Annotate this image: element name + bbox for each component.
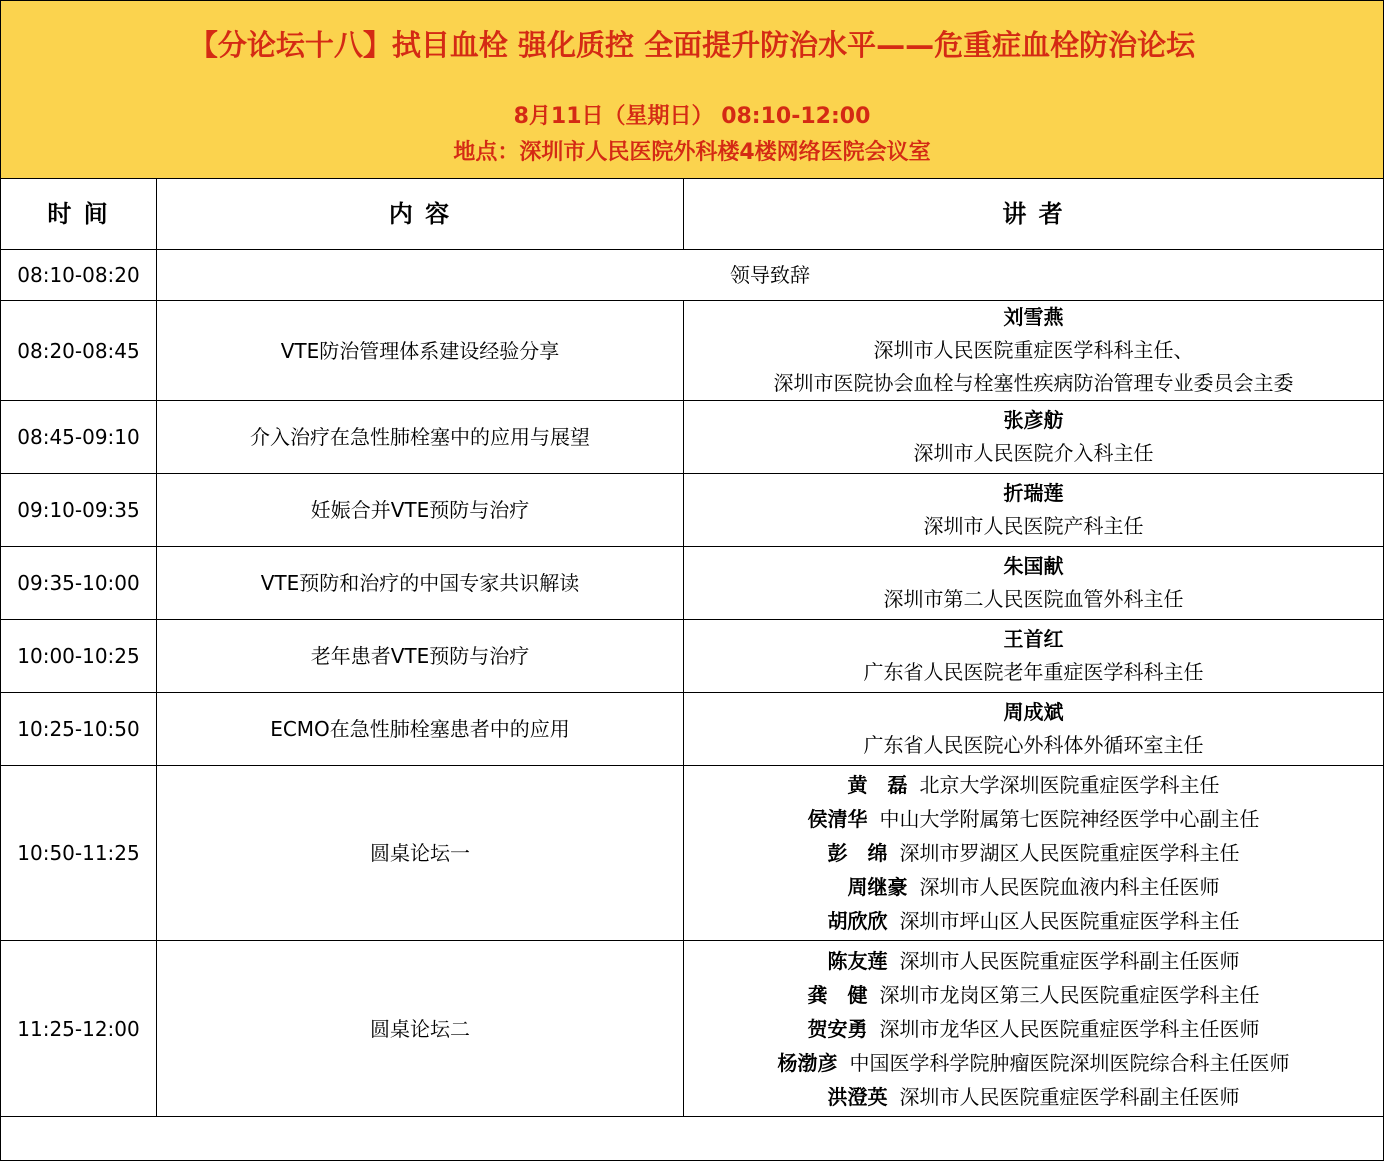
content-cell: 妊娠合并VTE预防与治疗 — [157, 474, 684, 547]
speaker-cell — [684, 547, 1384, 620]
time-cell: 10:25-10:50 — [1, 693, 157, 766]
time-cell: 10:00-10:25 — [1, 620, 157, 693]
speaker-cell — [684, 301, 1384, 401]
forum-title: 【分论坛十八】拭目血栓 强化质控 全面提升防治水平——危重症血栓防治论坛 — [188, 28, 1196, 62]
time-cell: 08:10-08:20 — [1, 250, 157, 301]
speaker-name: 周成斌 — [1003, 700, 1064, 724]
panel-member-name: 黄 磊 — [847, 773, 908, 797]
time-cell: 11:25-12:00 — [1, 941, 157, 1117]
panel-member-title: 深圳市龙华区人民医院重症医学科主任医师 — [879, 1016, 1260, 1041]
speaker-name: 王首红 — [1003, 627, 1064, 651]
content-cell: 圆桌论坛一 — [157, 766, 684, 941]
table-row — [1, 474, 1384, 547]
speaker-name: 折瑞莲 — [1003, 481, 1064, 505]
schedule-table — [0, 178, 1384, 1117]
header-row — [1, 179, 1384, 250]
table-row — [1, 401, 1384, 474]
forum-date: 8月11日（星期日） 08:10-12:00 — [513, 104, 871, 129]
panel-member — [684, 870, 1383, 904]
panel-member-name: 杨渤彦 — [777, 1050, 838, 1075]
speaker-cell — [684, 620, 1384, 693]
time-cell: 08:20-08:45 — [1, 301, 157, 401]
panel-member — [684, 1046, 1383, 1080]
speaker-title: 深圳市人民医院重症医学科科主任、 — [873, 338, 1194, 362]
col-header-content: 内 容 — [157, 179, 684, 250]
table-row — [1, 547, 1384, 620]
table-row — [1, 250, 1384, 301]
panel-member — [684, 768, 1383, 802]
content-cell: 圆桌论坛二 — [157, 941, 684, 1117]
table-row — [1, 941, 1384, 1117]
speaker-cell — [684, 401, 1384, 474]
panel-member-title: 深圳市人民医院血液内科主任医师 — [919, 875, 1220, 899]
panel-member-name: 胡欣欣 — [827, 909, 888, 933]
col-header-speaker: 讲 者 — [684, 179, 1384, 250]
speaker-title: 深圳市人民医院产科主任 — [923, 514, 1144, 538]
panel-member — [684, 944, 1383, 978]
speaker-name: 朱国献 — [1003, 554, 1064, 578]
speaker-title: 广东省人民医院心外科体外循环室主任 — [863, 733, 1204, 757]
panel-member — [684, 1012, 1383, 1046]
speaker-cell — [684, 693, 1384, 766]
panel-member-title: 深圳市龙岗区第三人民医院重症医学科主任 — [879, 982, 1260, 1007]
panel-member-title: 北京大学深圳医院重症医学科主任 — [919, 773, 1220, 797]
panel-member-title: 深圳市坪山区人民医院重症医学科主任 — [899, 909, 1240, 933]
content-cell: 领导致辞 — [157, 250, 1384, 301]
panel-speakers-cell — [684, 941, 1384, 1117]
speaker-name: 刘雪燕 — [1003, 305, 1064, 329]
forum-venue: 地点：深圳市人民医院外科楼4楼网络医院会议室 — [453, 140, 931, 165]
forum-header — [0, 0, 1384, 179]
panel-member-name: 陈友莲 — [827, 948, 888, 973]
content-cell: 介入治疗在急性肺栓塞中的应用与展望 — [157, 401, 684, 474]
panel-member-title: 中国医学科学院肿瘤医院深圳医院综合科主任医师 — [849, 1050, 1290, 1075]
panel-member-title: 深圳市罗湖区人民医院重症医学科主任 — [899, 841, 1240, 865]
panel-member-title: 中山大学附属第七医院神经医学中心副主任 — [879, 807, 1260, 831]
time-cell: 09:35-10:00 — [1, 547, 157, 620]
panel-member-name: 龚 健 — [807, 982, 868, 1007]
panel-member-name: 洪澄英 — [827, 1084, 888, 1109]
panel-member — [684, 802, 1383, 836]
speaker-name: 张彦舫 — [1003, 408, 1064, 432]
content-cell: VTE防治管理体系建设经验分享 — [157, 301, 684, 401]
panel-member-name: 贺安勇 — [807, 1016, 868, 1041]
panel-member — [684, 836, 1383, 870]
speaker-title: 广东省人民医院老年重症医学科科主任 — [863, 660, 1204, 684]
table-row — [1, 620, 1384, 693]
panel-member-title: 深圳市人民医院重症医学科副主任医师 — [899, 948, 1240, 973]
panel-member-name: 侯清华 — [807, 807, 868, 831]
speaker-title: 深圳市人民医院介入科主任 — [913, 441, 1154, 465]
panel-member-name: 周继豪 — [847, 875, 908, 899]
panel-speakers-cell — [684, 766, 1384, 941]
speaker-title: 深圳市第二人民医院血管外科主任 — [883, 587, 1184, 611]
time-cell: 10:50-11:25 — [1, 766, 157, 941]
content-cell: VTE预防和治疗的中国专家共识解读 — [157, 547, 684, 620]
col-header-time: 时 间 — [1, 179, 157, 250]
table-row — [1, 301, 1384, 401]
time-cell: 09:10-09:35 — [1, 474, 157, 547]
panel-member — [684, 904, 1383, 938]
panel-member — [684, 1080, 1383, 1114]
content-cell: 老年患者VTE预防与治疗 — [157, 620, 684, 693]
time-cell: 08:45-09:10 — [1, 401, 157, 474]
content-cell: ECMO在急性肺栓塞患者中的应用 — [157, 693, 684, 766]
empty-footer-row — [0, 1114, 1384, 1161]
table-row — [1, 766, 1384, 941]
panel-member — [684, 978, 1383, 1012]
panel-member-name: 彭 绵 — [827, 841, 888, 865]
speaker-title: 深圳市医院协会血栓与栓塞性疾病防治管理专业委员会主委 — [773, 371, 1294, 395]
table-row — [1, 693, 1384, 766]
panel-member-title: 深圳市人民医院重症医学科副主任医师 — [899, 1084, 1240, 1109]
speaker-cell — [684, 474, 1384, 547]
